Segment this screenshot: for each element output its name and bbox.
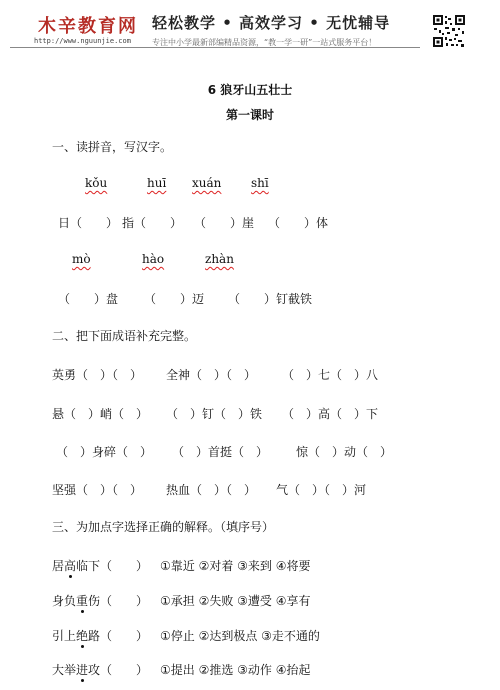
- meaning-options: ①停止 ②达到极点 ③走不通的: [160, 629, 320, 643]
- pinyin-item: zhàn: [205, 252, 234, 266]
- header-subslogan: 专注中小学最新部编精品资源，“教一学一研”一站式服务平台！: [152, 38, 377, 47]
- lesson-subtitle: 第一课时: [225, 108, 274, 122]
- word-prefix: 居: [52, 559, 65, 573]
- fill-word: 指（ ）: [122, 216, 183, 230]
- idiom-blank: 英勇（ ）（ ）: [52, 368, 143, 382]
- pinyin-item: kǒu: [85, 176, 108, 190]
- pinyin-item: hào: [142, 252, 165, 266]
- meaning-word: [52, 592, 148, 609]
- idiom-blank: （ ）钉（ ）铁: [166, 407, 263, 421]
- word-suffix: 攻（ ）: [88, 663, 149, 677]
- meaning-options: ①靠近 ②对着 ③来到 ④将要: [160, 559, 311, 573]
- idiom-blank: 惊（ ）动（ ）: [296, 445, 393, 459]
- section-heading-1: 一、读拼音，写汉字。: [52, 140, 173, 154]
- lesson-title: 6 狼牙山五壮士: [207, 83, 293, 97]
- fill-word: （ ）钉截铁: [228, 292, 313, 306]
- meaning-word: [52, 557, 148, 574]
- idiom-blank: 全神（ ）（ ）: [166, 368, 257, 382]
- meaning-word: [52, 627, 148, 644]
- emphasized-char: 绝: [76, 629, 89, 643]
- pinyin-item: huī: [147, 176, 167, 190]
- fill-word: （ ）迈: [144, 292, 205, 306]
- meaning-options: ①承担 ②失败 ③遭受 ④享有: [160, 594, 311, 608]
- meaning-word: [52, 661, 148, 678]
- emphasized-char: 重: [76, 594, 89, 608]
- header-divider: [10, 47, 420, 48]
- pinyin-item: mò: [72, 252, 91, 266]
- fill-word: （ ）盘: [58, 292, 119, 306]
- word-suffix: 临下（ ）: [76, 559, 149, 573]
- idiom-blank: （ ）七（ ）八: [282, 368, 379, 382]
- qr-code-icon: [432, 14, 466, 48]
- section-heading-3: 三、为加点字选择正确的解释。（填序号）: [52, 520, 275, 534]
- word-prefix: 大举: [52, 663, 77, 677]
- idiom-blank: 坚强（ ）（ ）: [52, 483, 143, 497]
- idiom-blank: 热血（ ）（ ）: [166, 483, 257, 497]
- idiom-blank: 气（ ）（ ）河: [276, 483, 367, 497]
- fill-word: （ ）体: [268, 216, 329, 230]
- section-heading-2: 二、把下面成语补充完整。: [52, 329, 197, 343]
- word-prefix: 身负: [52, 594, 77, 608]
- header-slogan: 轻松教学 • 高效学习 • 无忧辅导: [152, 14, 391, 32]
- pinyin-item: shī: [251, 176, 269, 190]
- fill-word: 日（ ）: [58, 216, 119, 230]
- fill-word: （ ）崖: [194, 216, 255, 230]
- emphasized-char: 进: [76, 663, 89, 677]
- site-url: http://www.nguunjie.com: [34, 37, 131, 45]
- word-suffix: 伤（ ）: [88, 594, 149, 608]
- word-prefix: 引上: [52, 629, 77, 643]
- idiom-blank: 悬（ ）峭（ ）: [52, 407, 149, 421]
- meaning-options: ①提出 ②推选 ③动作 ④抬起: [160, 663, 311, 677]
- idiom-blank: （ ）首挺（ ）: [172, 445, 269, 459]
- word-suffix: 路（ ）: [88, 629, 149, 643]
- site-logo-text: 木辛教育网: [38, 16, 138, 37]
- pinyin-item: xuán: [192, 176, 222, 190]
- emphasized-char: 高: [64, 559, 77, 573]
- idiom-blank: （ ）高（ ）下: [282, 407, 379, 421]
- idiom-blank: （ ）身碎（ ）: [56, 445, 153, 459]
